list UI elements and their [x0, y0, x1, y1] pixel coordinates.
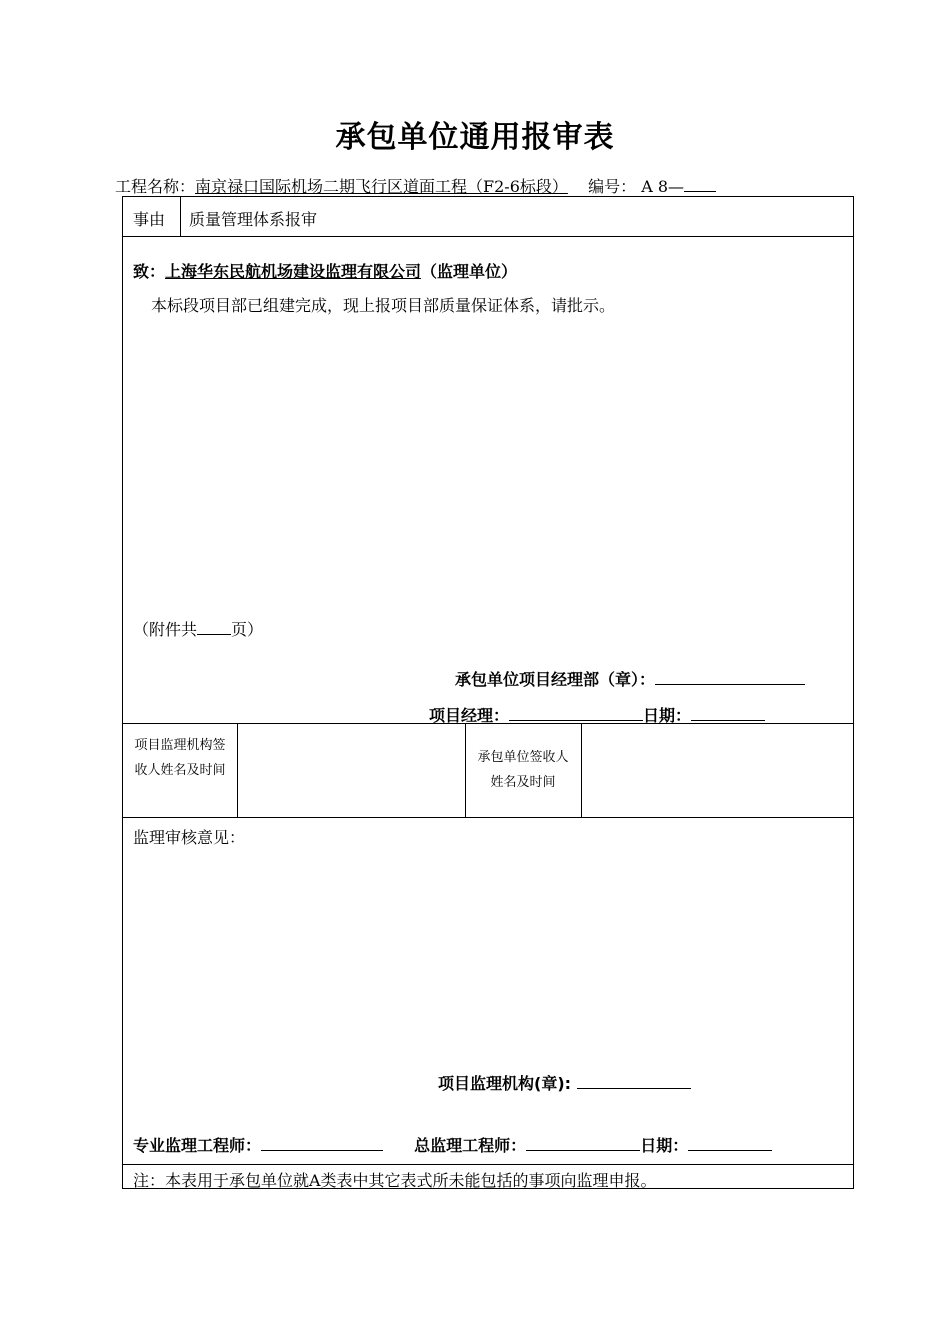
- contractor-dept-line: [455, 667, 805, 690]
- divider: [123, 1164, 853, 1165]
- contractor-dept-label: 承包单位项目经理部（章）：: [455, 670, 656, 689]
- specialist-label: 专业监理工程师：: [133, 1136, 262, 1155]
- chief-label: 总监理工程师：: [414, 1136, 527, 1155]
- supervisor-receiver-field[interactable]: [239, 725, 463, 815]
- divider: [465, 723, 466, 817]
- org-seal-blank[interactable]: [577, 1074, 691, 1089]
- manager-line: [429, 703, 765, 726]
- manager-date-blank[interactable]: [691, 706, 765, 721]
- contractor-receiver-label: 承包单位签收人姓名及时间: [477, 750, 569, 790]
- subject-value: 质量管理体系报审: [189, 210, 318, 229]
- divider: [123, 236, 853, 237]
- number-label: 编号：: [588, 177, 637, 196]
- attachment-suffix: 页）: [231, 620, 264, 639]
- manager-blank[interactable]: [509, 706, 643, 721]
- manager-label: 项目经理：: [429, 706, 510, 725]
- divider: [237, 723, 238, 817]
- divider: [180, 197, 181, 236]
- report-form: [122, 196, 854, 1189]
- signature-line: [133, 1133, 772, 1156]
- submission-body: 本标段项目部已组建完成，现上报项目部质量保证体系，请批示。: [151, 296, 616, 315]
- footnote: 注：本表用于承包单位就A类表中其它表式所未能包括的事项向监理申报。: [133, 1171, 657, 1190]
- review-opinion-label: 监理审核意见：: [133, 828, 246, 847]
- review-date-label: 日期：: [640, 1136, 689, 1155]
- form-title: 承包单位通用报审表: [335, 120, 615, 155]
- divider: [123, 817, 853, 818]
- manager-date-label: 日期：: [643, 706, 692, 725]
- supervisor-receiver-label: 项目监理机构签收人姓名及时间: [134, 738, 226, 778]
- divider: [581, 723, 582, 817]
- project-label: 工程名称：: [115, 177, 196, 196]
- addressee-company: 上海华东民航机场建设监理有限公司: [165, 262, 422, 281]
- subject-label: 事由: [133, 210, 166, 229]
- attachment-pages-blank[interactable]: [197, 620, 231, 635]
- attachment-prefix: （附件共: [133, 620, 198, 639]
- project-name: 南京禄口国际机场二期飞行区道面工程（F2-6标段）: [195, 177, 568, 196]
- contractor-receiver-field[interactable]: [583, 725, 851, 815]
- addressee-suffix: （监理单位）: [421, 262, 518, 281]
- chief-blank[interactable]: [526, 1136, 640, 1151]
- org-seal-line: [438, 1071, 691, 1094]
- project-line: [115, 174, 716, 197]
- number-blank[interactable]: [684, 177, 716, 192]
- specialist-blank[interactable]: [261, 1136, 383, 1151]
- attachment-line: [133, 617, 263, 640]
- number-value: A 8—: [641, 177, 685, 196]
- addressee-line: [133, 259, 517, 282]
- addressee-prefix: 致：: [133, 262, 166, 281]
- review-date-blank[interactable]: [688, 1136, 772, 1151]
- contractor-seal-blank[interactable]: [655, 670, 805, 685]
- org-seal-label: 项目监理机构(章):: [438, 1074, 572, 1093]
